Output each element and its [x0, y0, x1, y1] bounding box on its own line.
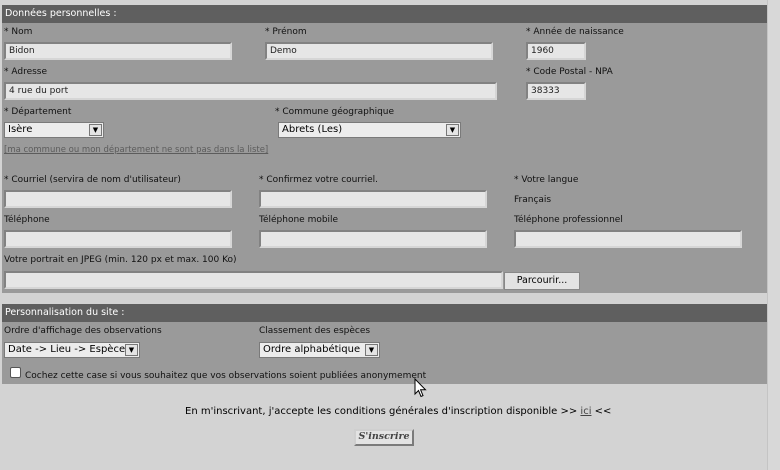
commune-value: Abrets (Les)	[282, 124, 343, 135]
code-postal-label: * Code Postal - NPA	[526, 67, 613, 77]
anonyme-label: Cochez cette case si vous souhaitez que vos observations soient publiées anonymement	[25, 371, 427, 381]
code-postal-input[interactable]	[526, 82, 586, 100]
submit-button[interactable]: S'inscrire	[354, 429, 414, 446]
chevron-down-icon: ▼	[125, 344, 138, 356]
chevron-down-icon: ▼	[446, 124, 459, 136]
langue-value: Français	[514, 195, 552, 205]
portrait-file-input[interactable]	[4, 271, 503, 289]
page-scrollbar[interactable]	[767, 0, 780, 470]
portrait-label: Votre portrait en JPEG (min. 120 px et max. 100 Ko)	[4, 255, 237, 265]
ordre-affichage-value: Date -> Lieu -> Espèce	[8, 344, 126, 355]
adresse-label: * Adresse	[4, 67, 48, 77]
classement-especes-select[interactable]	[259, 342, 380, 358]
commune-select[interactable]	[278, 122, 461, 138]
anonyme-checkbox[interactable]	[10, 367, 21, 378]
departement-label: * Département	[4, 107, 72, 117]
confirm-courriel-input[interactable]	[259, 190, 487, 208]
site-personalization-header: Personnalisation du site :	[2, 304, 767, 322]
personal-data-header: Données personnelles :	[2, 5, 767, 23]
terms-line	[185, 406, 611, 417]
ordre-affichage-select[interactable]	[4, 342, 140, 358]
terms-text: En m'inscrivant, j'accepte les conditions générales d'inscription disponible >>	[185, 406, 578, 417]
telephone-mobile-input[interactable]	[259, 230, 487, 248]
nom-input[interactable]	[4, 42, 232, 60]
confirm-courriel-label: * Confirmez votre courriel.	[259, 175, 379, 185]
telephone-pro-input[interactable]	[514, 230, 742, 248]
classement-especes-value: Ordre alphabétique	[263, 344, 361, 355]
courriel-label: * Courriel (servira de nom d'utilisateur)	[4, 175, 181, 185]
adresse-input[interactable]	[4, 82, 497, 100]
classement-especes-label: Classement des espèces	[259, 326, 371, 336]
mouse-cursor-icon	[414, 378, 427, 398]
telephone-mobile-label: Téléphone mobile	[259, 215, 339, 225]
departement-value: Isère	[8, 124, 33, 135]
prenom-label: * Prénom	[265, 27, 307, 37]
ordre-affichage-label: Ordre d'affichage des observations	[4, 326, 162, 336]
telephone-input[interactable]	[4, 230, 232, 248]
missing-commune-link[interactable]: [ma commune ou mon département ne sont pas dans la liste]	[4, 145, 269, 155]
terms-suffix: <<	[594, 406, 612, 417]
nom-label: * Nom	[4, 27, 33, 37]
annee-naissance-label: * Année de naissance	[526, 27, 624, 37]
commune-label: * Commune géographique	[275, 107, 395, 117]
courriel-input[interactable]	[4, 190, 232, 208]
chevron-down-icon: ▼	[365, 344, 378, 356]
chevron-down-icon: ▼	[89, 124, 102, 136]
telephone-label: Téléphone	[4, 215, 50, 225]
prenom-input[interactable]	[265, 42, 493, 60]
departement-select[interactable]	[4, 122, 104, 138]
annee-naissance-input[interactable]	[526, 42, 586, 60]
browse-button[interactable]: Parcourir...	[504, 272, 580, 290]
langue-label: * Votre langue	[514, 175, 579, 185]
telephone-pro-label: Téléphone professionnel	[514, 215, 623, 225]
terms-link[interactable]: ici	[580, 406, 592, 417]
